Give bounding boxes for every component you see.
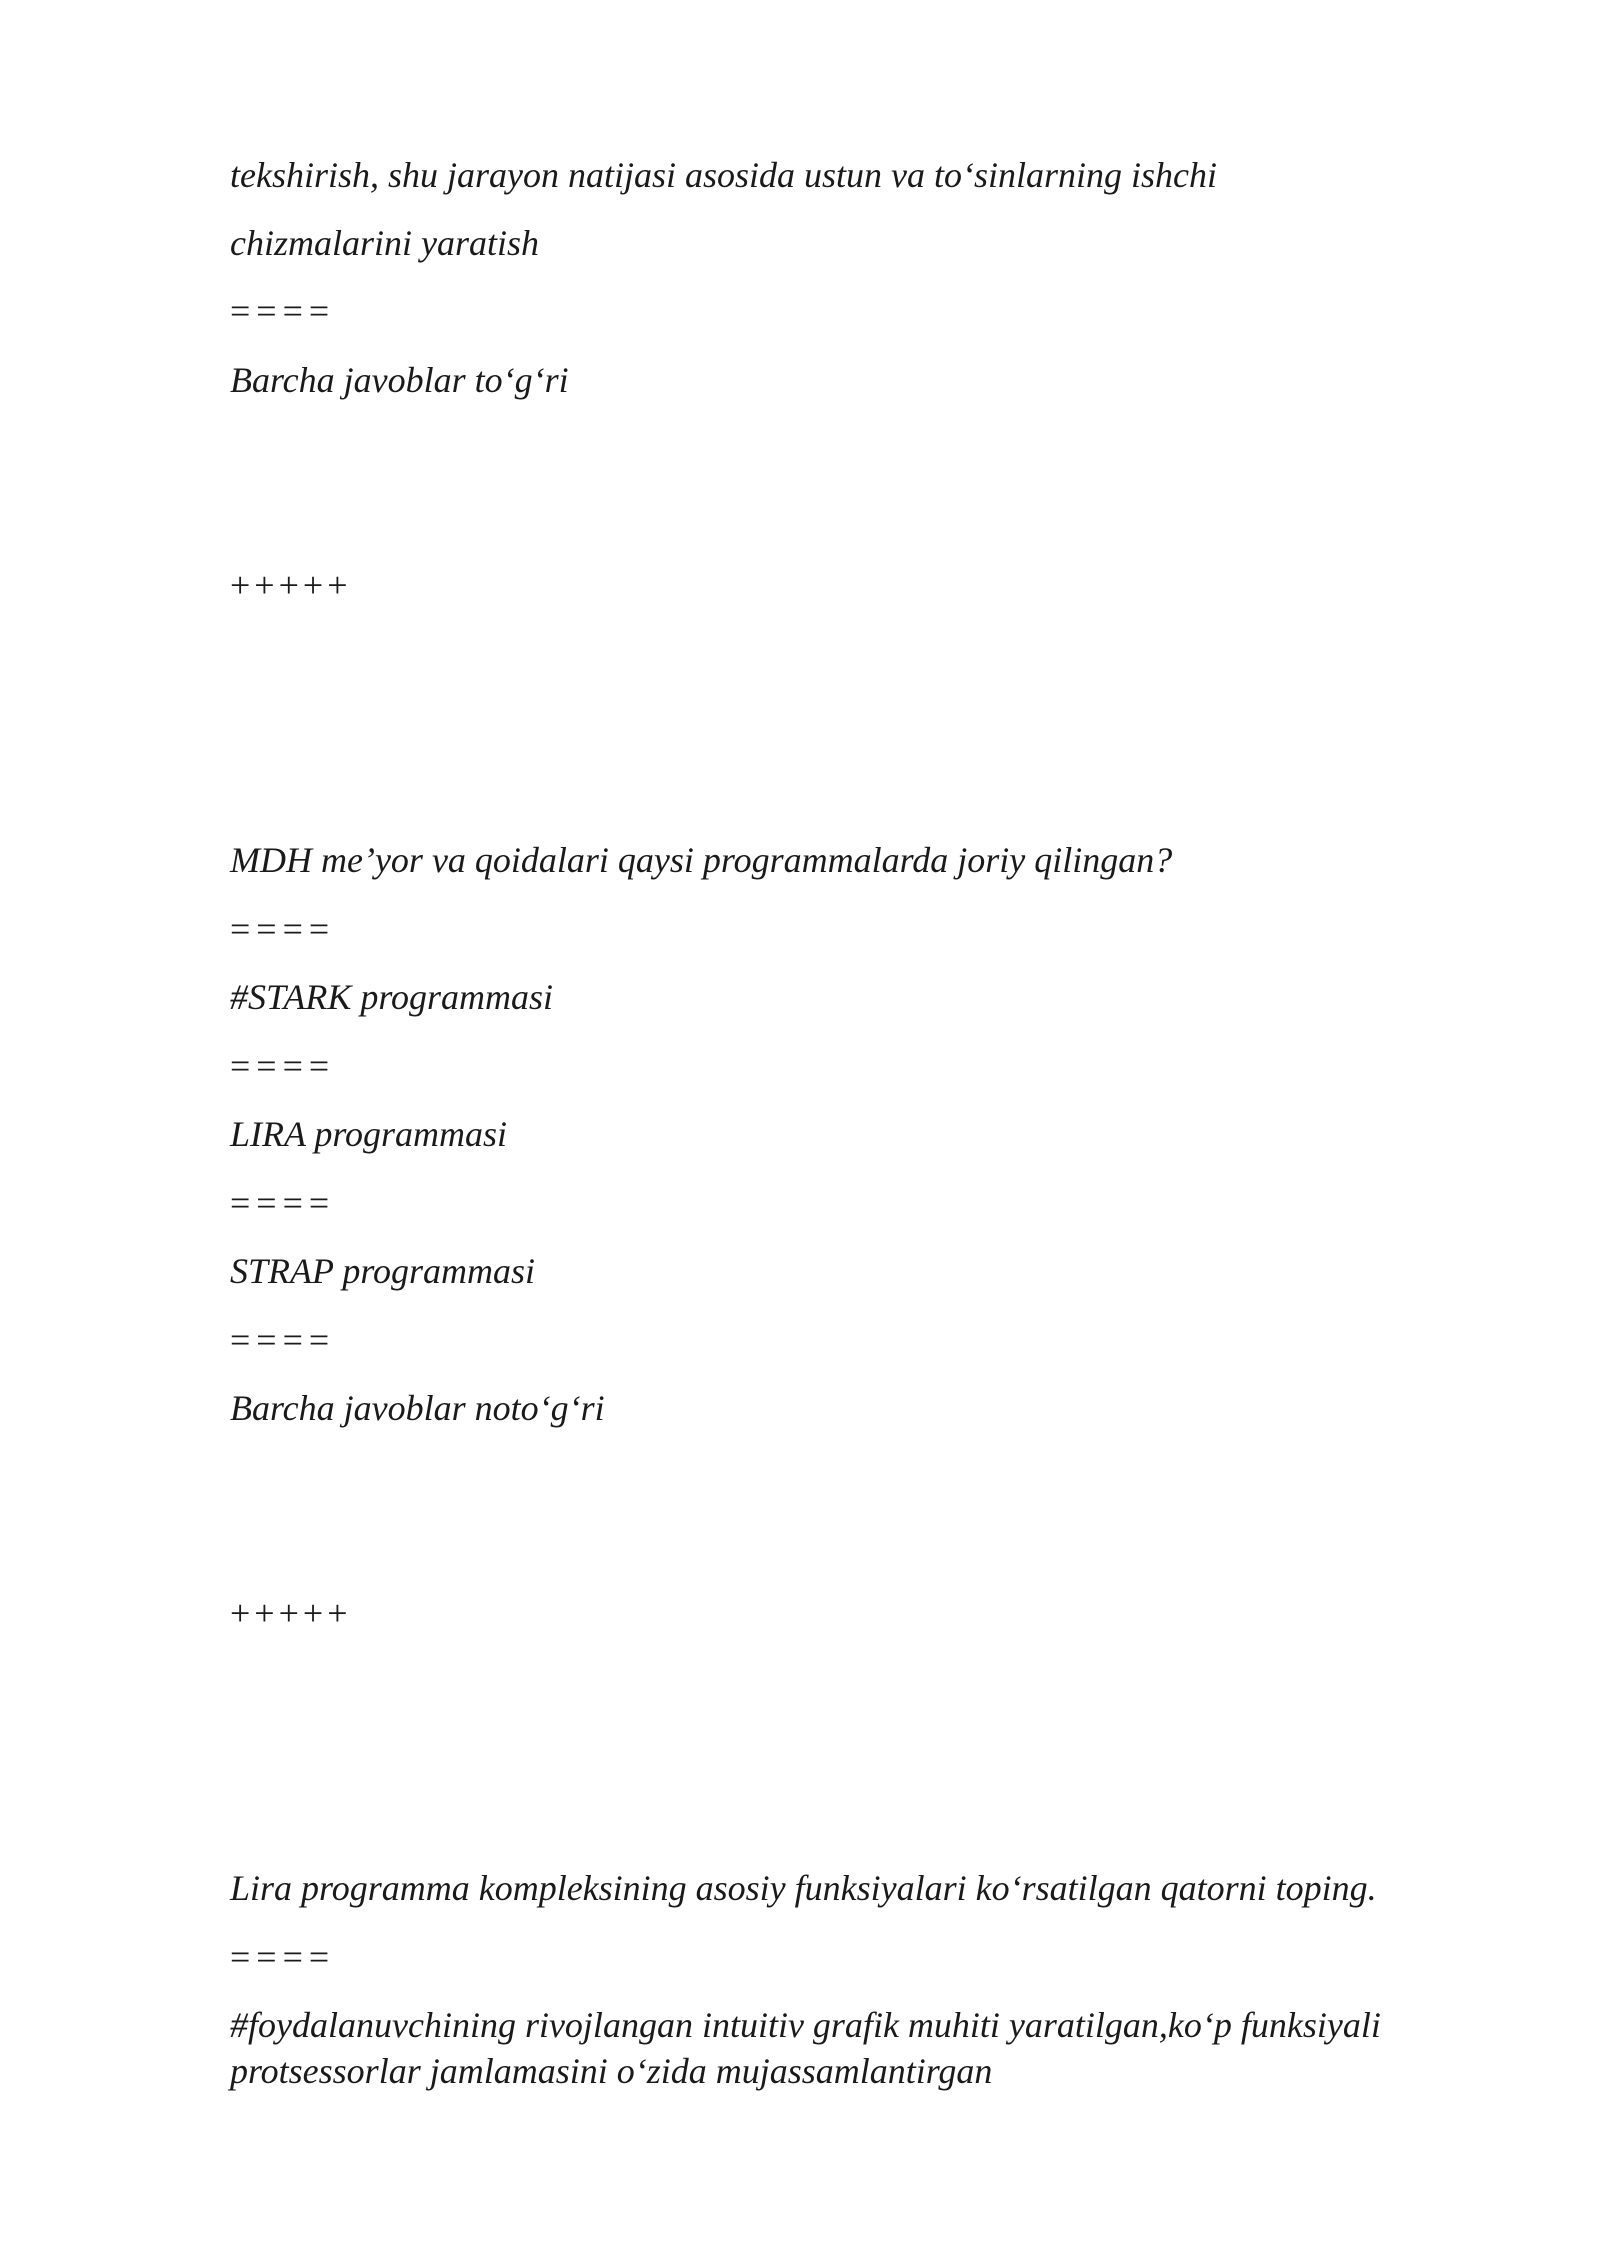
question2-option3: STRAP programmasi <box>230 1251 536 1291</box>
question3-option1-line1: #foydalanuvchining rivojlangan intuitiv grafik muhiti yaratilgan,ko‘p funksiyali <box>230 2005 1381 2045</box>
question-divider: +++++ <box>230 1593 352 1633</box>
separator: ==== <box>230 1320 336 1360</box>
separator: ==== <box>230 909 336 949</box>
question-divider: +++++ <box>230 565 352 605</box>
separator: ==== <box>230 291 336 331</box>
question3-option1-line2: protsessorlar jamlamasini o‘zida mujassamlantirgan <box>230 2051 993 2091</box>
question2-text: MDH me’yor va qoidalari qaysi programmalarda joriy qilingan? <box>230 840 1173 880</box>
question2-option1: #STARK programmasi <box>230 977 554 1017</box>
separator: ==== <box>230 1183 336 1223</box>
block1-answer: Barcha javoblar to‘g‘ri <box>230 360 569 400</box>
separator: ==== <box>230 1937 336 1977</box>
separator: ==== <box>230 1046 336 1086</box>
question3-text: Lira programma kompleksining asosiy funksiyalari ko‘rsatilgan qatorni toping. <box>230 1868 1377 1908</box>
question2-option4: Barcha javoblar noto‘g‘ri <box>230 1388 605 1428</box>
question2-option2: LIRA programmasi <box>230 1114 508 1154</box>
block1-line1: tekshirish, shu jarayon natijasi asosida ustun va to‘sinlarning ishchi <box>230 155 1218 195</box>
block1-line2: chizmalarini yaratish <box>230 223 540 263</box>
